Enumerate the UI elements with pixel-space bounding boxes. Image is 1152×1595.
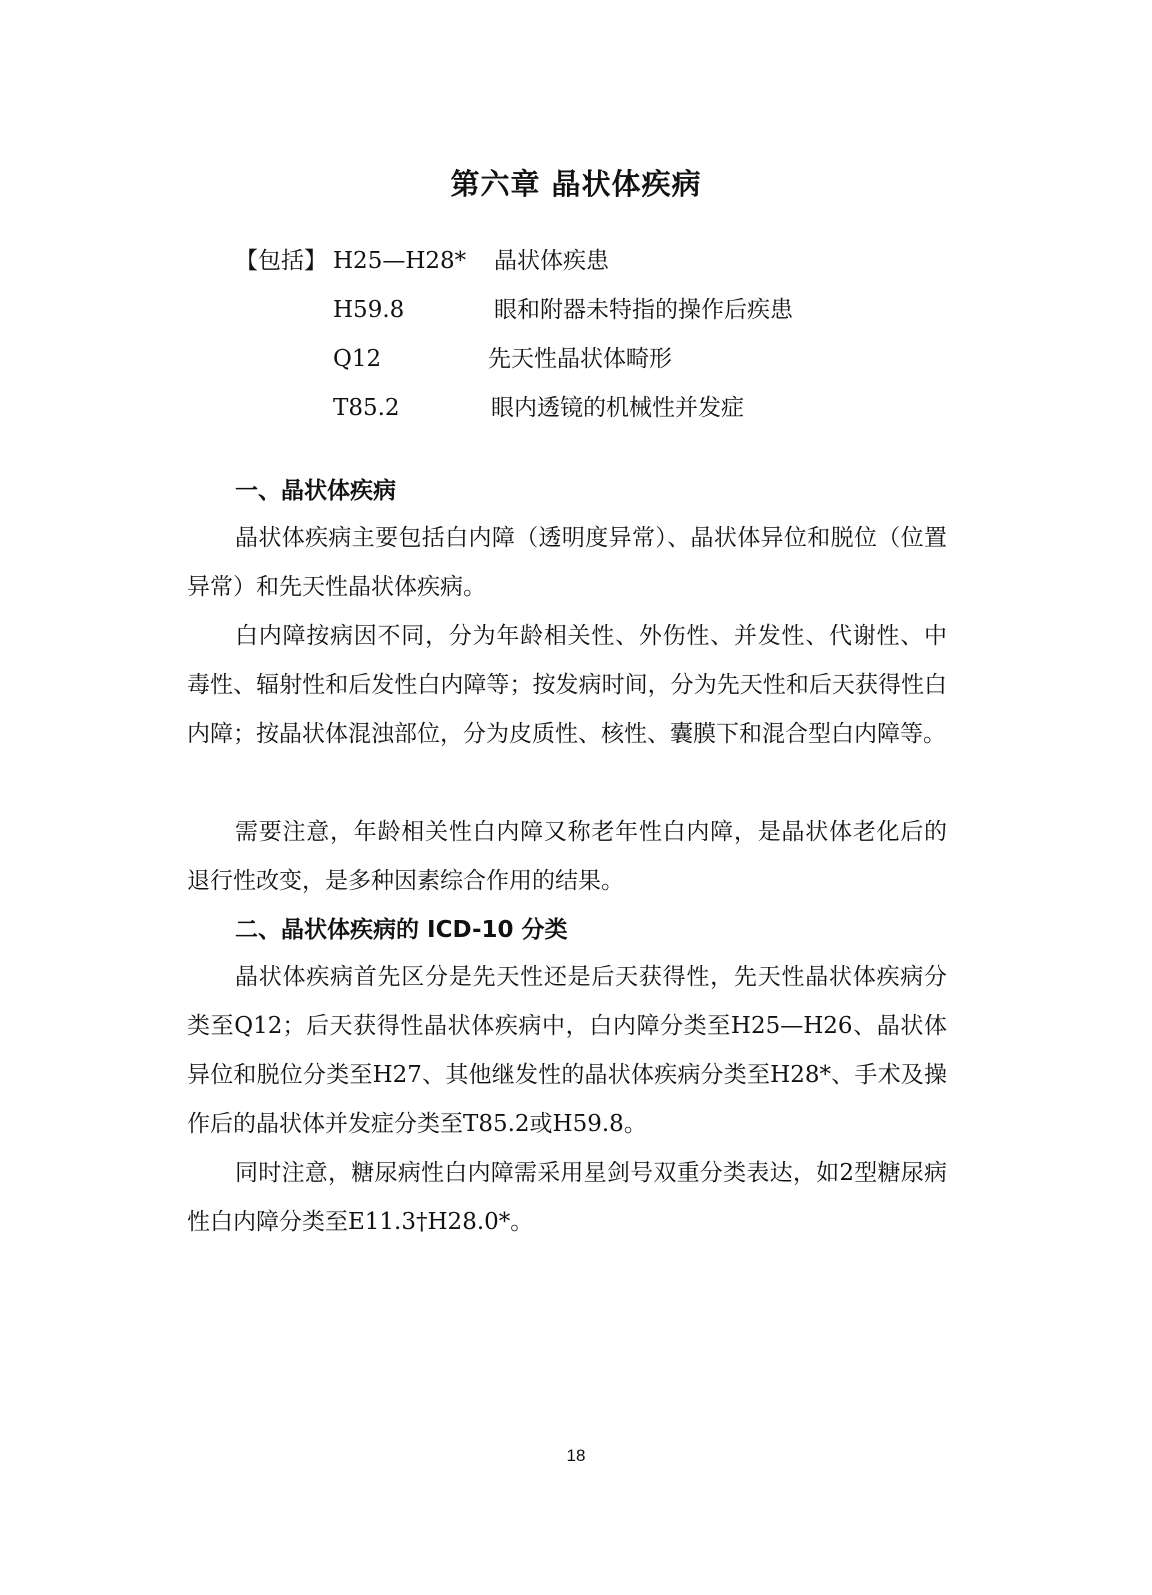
section-heading: 二、晶状体疾病的 ICD-10 分类 bbox=[235, 917, 568, 943]
includes-code: T85.2 bbox=[333, 395, 400, 421]
includes-desc: 眼和附器未特指的操作后疾患 bbox=[494, 297, 793, 323]
includes-code: H59.8 bbox=[333, 297, 405, 323]
body-paragraph: 晶状体疾病主要包括白内障（透明度异常）、晶状体异位和脱位（位置异常）和先天性晶状体疾病。 bbox=[187, 525, 947, 600]
includes-tag: 【包括】 bbox=[235, 248, 327, 274]
includes-desc: 眼内透镜的机械性并发症 bbox=[491, 395, 744, 421]
includes-code: H25—H28* bbox=[333, 248, 467, 274]
chapter-title: 第六章 晶状体疾病 bbox=[450, 167, 702, 201]
includes-code: Q12 bbox=[333, 346, 382, 372]
page-number: 18 bbox=[566, 1446, 586, 1465]
body-paragraph: 白内障按病因不同，分为年龄相关性、外伤性、并发性、代谢性、中毒性、辐射性和后发性白内障等；按发病时间，分为先天性和后天获得性白内障；按晶状体混浊部位，分为皮质性、核性、囊膜下和混合型白内障等。 bbox=[187, 623, 947, 747]
body-paragraph: 需要注意，年龄相关性白内障又称老年性白内障，是晶状体老化后的退行性改变，是多种因素综合作用的结果。 bbox=[187, 819, 947, 894]
body-paragraph: 晶状体疾病首先区分是先天性还是后天获得性，先天性晶状体疾病分类至Q12；后天获得性晶状体疾病中，白内障分类至H25—H26、晶状体异位和脱位分类至H27、其他继发性的晶状体疾病分类至H28*、手术及操作后的晶状体并发症分类至T85.2或H59.8。 bbox=[187, 964, 947, 1137]
body-paragraph: 同时注意，糖尿病性白内障需采用星剑号双重分类表达，如2型糖尿病性白内障分类至E11.3†H28.0*。 bbox=[187, 1160, 947, 1235]
section-heading: 一、晶状体疾病 bbox=[235, 478, 396, 504]
includes-desc: 晶状体疾患 bbox=[494, 248, 609, 274]
includes-desc: 先天性晶状体畸形 bbox=[488, 346, 672, 372]
